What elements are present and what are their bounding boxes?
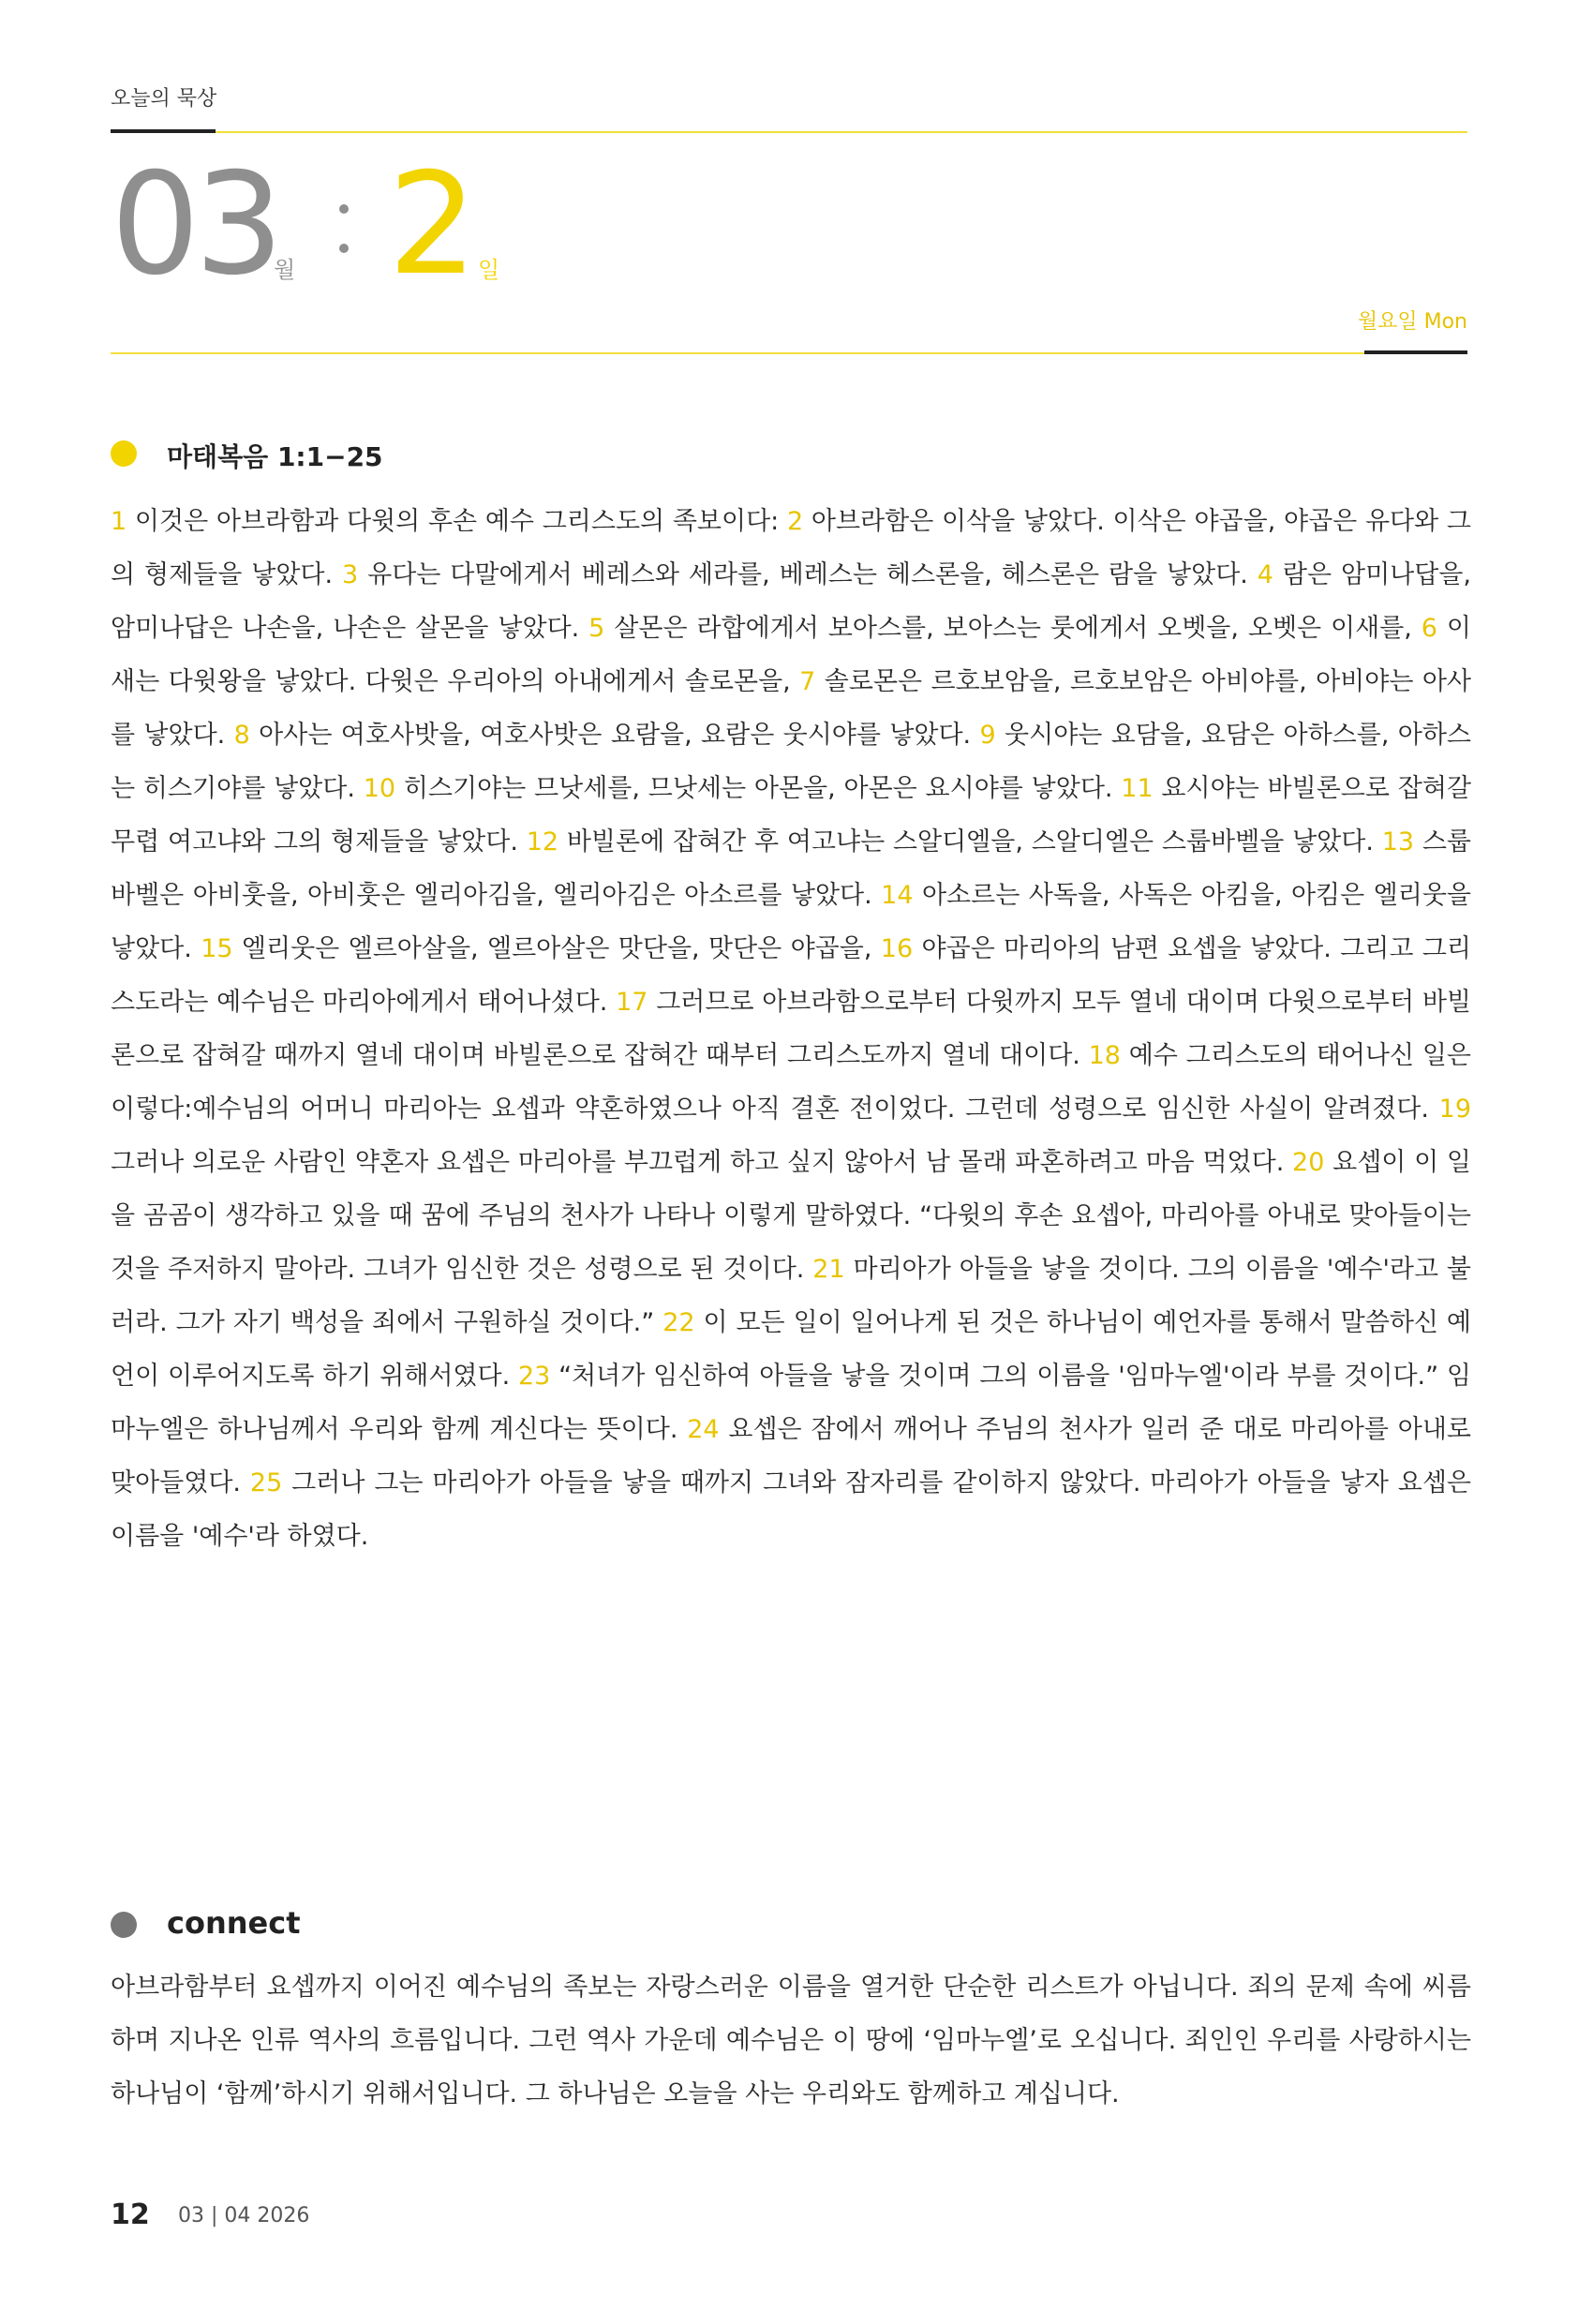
verse-number: 15 xyxy=(201,934,233,963)
verse-text: 그러므로 아브라함으로부터 다윗까지 모두 열네 대이며 다윗으로부터 바빌론으로 잡혀갈 때까지 열네 대이며 바빌론으로 잡혀간 때부터 그리스도까지 열네 대이다. xyxy=(111,988,1471,1070)
verse-number: 24 xyxy=(687,1415,720,1444)
verse-text: 유다는 다말에게서 베레스와 세라를, 베레스는 헤스론을, 헤스론은 람을 낳았다. xyxy=(358,560,1258,589)
verse-text: 요셉은 잠에서 깨어나 주님의 천사가 일러 준 대로 마리아를 아내로 맞아들였다. xyxy=(111,1415,1471,1497)
verse-text: 바빌론에 잡혀간 후 여고냐는 스알디엘을, 스알디엘은 스룹바벨을 낳았다. xyxy=(558,827,1382,857)
verse-text: 그러나 그는 마리아가 아들을 낳을 때까지 그녀와 잠자리를 같이하지 않았다. 마리아가 아들을 낳자 요셉은 이름을 '예수'라 하였다. xyxy=(111,1468,1472,1551)
passage-bullet-icon xyxy=(111,440,137,467)
date-rule-accent xyxy=(1364,350,1467,354)
verse-number: 11 xyxy=(1121,774,1154,803)
page-number: 12 xyxy=(111,2198,150,2231)
date-rule xyxy=(111,352,1467,354)
connect-title: connect xyxy=(167,1905,301,1941)
verse-number: 25 xyxy=(249,1468,283,1497)
verse-text: 요시야는 바빌론으로 잡혀갈 무렵 여고냐와 그의 형제들을 낳았다. xyxy=(111,774,1471,857)
verse-text: 스룹바벨은 아비훗을, 아비훗은 엘리아김을, 엘리아김은 아소르를 낳았다. xyxy=(111,827,1471,910)
section-label: 오늘의 묵상 xyxy=(111,87,217,111)
verse-number: 17 xyxy=(616,988,648,1017)
verse-number: 3 xyxy=(342,560,359,589)
verse-number: 18 xyxy=(1088,1041,1121,1070)
scripture-text xyxy=(111,495,1471,1563)
verse-text: 엘리웃은 엘르아살을, 엘르아살은 맛단을, 맛단은 야곱을, xyxy=(232,934,881,963)
verse-number: 12 xyxy=(526,827,559,857)
verse-text: 람은 암미나답을, 암미나답은 나손을, 나손은 살몬을 낳았다. xyxy=(111,560,1471,643)
verse-text: 아브라함은 이삭을 낳았다. 이삭은 야곱을, 야곱은 유다와 그의 형제들을 낳았다. xyxy=(111,507,1471,589)
verse-number: 23 xyxy=(517,1362,551,1391)
verse-text: 그러나 의로운 사람인 약혼자 요셉은 마리아를 부끄럽게 하고 싶지 않아서 남 몰래 파혼하려고 마음 먹었다. xyxy=(111,1148,1293,1177)
verse-number: 6 xyxy=(1421,614,1437,643)
verse-number: 4 xyxy=(1257,560,1273,589)
verse-number: 5 xyxy=(588,614,605,643)
verse-number: 14 xyxy=(881,881,914,910)
verse-number: 16 xyxy=(880,934,914,963)
verse-text: 이것은 아브라함과 다윗의 후손 예수 그리스도의 족보이다: xyxy=(127,507,787,536)
verse-number: 21 xyxy=(812,1255,845,1284)
verse-number: 20 xyxy=(1292,1148,1325,1177)
verse-text: 히스기야는 므낫세를, 므낫세는 아몬을, 아몬은 요시야를 낳았다. xyxy=(395,774,1122,803)
verse-number: 10 xyxy=(363,774,396,803)
connect-text: 아브라함부터 요셉까지 이어진 예수님의 족보는 자랑스러운 이름을 열거한 단순한 리스트가 아닙니다. 죄의 문제 속에 씨름하며 지나온 인류 역사의 흐름입니다. 그런 역사 가운데 예수님은 이 땅에 ‘임마누엘’로 오십니다. 죄인인 우리를 사랑하시는 하나님이 ‘함께’하시기 위해서입니다. 그 하나님은 오늘을 사는 우리와도 함께하고 계십니다. xyxy=(111,1973,1471,2108)
verse-text: “처녀가 임신하여 아들을 낳을 것이며 그의 이름을 '임마누엘'이라 부를 것이다.” 임마누엘은 하나님께서 우리와 함께 계신다는 뜻이다. xyxy=(111,1362,1471,1444)
header-rule-accent xyxy=(111,129,216,133)
passage-title: 마태복음 1:1−25 xyxy=(167,441,383,472)
header-rule xyxy=(111,131,1467,133)
verse-text: 아소르는 사독을, 사독은 아킴을, 아킴은 엘리웃을 낳았다. xyxy=(111,881,1471,963)
verse-number: 7 xyxy=(799,667,816,696)
day-number: 2 xyxy=(388,143,478,306)
verse-number: 2 xyxy=(786,507,804,536)
verse-text: 살몬은 라합에게서 보아스를, 보아스는 룻에게서 오벳을, 오벳은 이새를, xyxy=(604,614,1422,643)
verse-text: 웃시야는 요담을, 요담은 아하스를, 아하스는 히스기야를 낳았다. xyxy=(111,721,1471,803)
verse-number: 19 xyxy=(1438,1095,1471,1124)
day-unit: 일 xyxy=(478,257,500,283)
verse-text: 야곱은 마리아의 남편 요셉을 낳았다. 그리고 그리스도라는 예수님은 마리아에게서 태어나셨다. xyxy=(111,934,1471,1017)
connect-bullet-icon xyxy=(111,1912,137,1938)
verse-text: 요셉이 이 일을 곰곰이 생각하고 있을 때 꿈에 주님의 천사가 나타나 이렇게 말하였다. “다윗의 후손 요셉아, 마리아를 아내로 맞아들이는 것을 주저하지 말아라. 그녀가 임신한 것은 성령으로 된 것이다. xyxy=(111,1148,1471,1284)
date-separator xyxy=(339,195,349,270)
verse-number: 9 xyxy=(979,721,996,750)
verse-text: 솔로몬은 르호보암을, 르호보암은 아비야를, 아비야는 아사를 낳았다. xyxy=(111,667,1471,750)
verse-number: 22 xyxy=(662,1308,695,1337)
issue-label: 03 | 04 2026 xyxy=(178,2204,310,2227)
verse-text: 이새는 다윗왕을 낳았다. 다윗은 우리아의 아내에게서 솔로몬을, xyxy=(111,614,1471,696)
verse-text: 예수 그리스도의 태어나신 일은 이렇다:예수님의 어머니 마리아는 요셉과 약혼하였으나 아직 결혼 전이었다. 그런데 성령으로 임신한 사실이 알려졌다. xyxy=(111,1041,1471,1124)
verse-text: 이 모든 일이 일어나게 된 것은 하나님이 예언자를 통해서 말씀하신 예언이 이루어지도록 하기 위해서였다. xyxy=(111,1308,1472,1391)
month-number: 03 xyxy=(111,143,278,306)
verse-number: 8 xyxy=(233,721,250,750)
verse-number: 13 xyxy=(1381,827,1415,857)
verse-text: 아사는 여호사밧을, 여호사밧은 요람을, 요람은 웃시야를 낳았다. xyxy=(249,721,980,750)
verse-text: 마리아가 아들을 낳을 것이다. 그의 이름을 '예수'라고 불러라. 그가 자기 백성을 죄에서 구원하실 것이다.” xyxy=(111,1255,1472,1337)
weekday: 월요일 Mon xyxy=(1357,310,1467,334)
month-unit: 월 xyxy=(274,257,296,283)
verse-number: 1 xyxy=(111,507,127,536)
